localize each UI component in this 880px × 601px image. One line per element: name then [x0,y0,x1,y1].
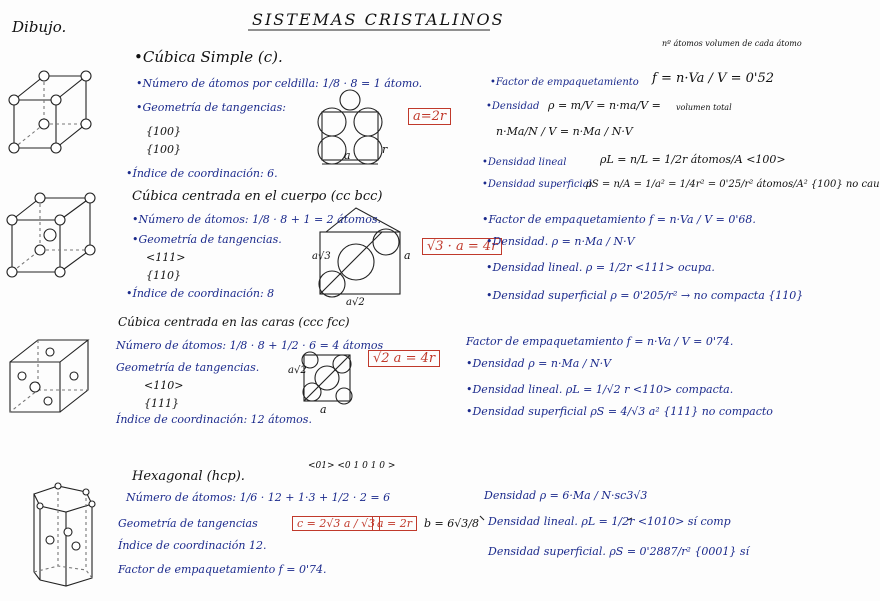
simple-cubic-dir2: {100} [146,143,181,156]
fcc-density: •Densidad ρ = n·Ma / N·V [466,357,612,370]
bcc-surface-density: •Densidad superficial ρ = 0'205/r² → no compacta {110} [486,289,804,302]
simple-cubic-title: •Cúbica Simple (c). [134,48,283,66]
fcc-linear-density: •Densidad lineal. ρL = 1/√2 r <110> compacta. [466,383,734,396]
bcc-coordination: •Índice de coordinación: 8 [126,287,275,300]
fcc-cell-drawing [10,340,88,412]
bcc-packing: •Factor de empaquetamiento f = n·Va / V = 0'68. [482,213,756,226]
simple-cubic-density-eq1: ρ = m/V = n·ma/V = [548,99,661,112]
simple-cubic-label-a: a [344,149,351,162]
bcc-dir2: {110} [146,269,181,282]
fcc-dir1: <110> [144,379,184,392]
simple-cubic-note-top: nº átomos volumen de cada átomo [662,39,802,48]
hcp-tangency-box-c: c = 2√3 a / √3 [292,516,380,531]
fcc-label-a2: a√2 [288,365,307,376]
hcp-geometry: Geometría de tangencias [118,517,258,530]
bcc-title: Cúbica centrada en el cuerpo (cc bcc) [132,189,383,204]
simple-cubic-density-label: •Densidad [486,101,540,112]
fcc-tangency-drawing [302,352,352,404]
bcc-geometry: •Geometría de tangencias. [132,233,282,246]
simple-cubic-packing-eq: f = n·Va / V = 0'52 [652,71,774,86]
hcp-tangency-box-a: a = 2r [372,516,417,531]
hcp-coordination: Índice de coordinación 12. [118,539,267,552]
hcp-linear-density: Densidad lineal. ρL = 1/2r <1010> sí comp [488,515,731,528]
bcc-label-a2: a√2 [346,297,365,308]
simple-cubic-packing-label: •Factor de empaquetamiento [490,77,639,88]
bcc-linear-density: •Densidad lineal. ρ = 1/2r <111> ocupa. [486,261,715,274]
bcc-density: •Densidad. ρ = n·Ma / N·V [486,235,635,248]
hcp-surface-density: Densidad superficial. ρS = 0'2887/r² {0001} sí [488,545,750,558]
hcp-atoms: Número de átomos: 1/6 · 12 + 1·3 + 1/2 · 2 = 6 [126,491,391,504]
simple-cubic-geometry: •Geometría de tangencias: [136,101,286,114]
fcc-tangency-box: √2 a = 4r [368,350,440,367]
fcc-atoms: Número de átomos: 1/8 · 8 + 1/2 · 6 = 4 átomos [116,339,384,352]
simple-cubic-linear-label: •Densidad lineal [482,157,567,168]
simple-cubic-linear-eq: ρL = n/L = 1/2r átomos/A <100> [600,153,786,166]
hcp-notes: <01> <0 1 0 1 0 > [308,461,396,471]
bcc-label-a3: a√3 [312,251,331,262]
simple-cubic-cell-drawing [9,71,91,153]
fcc-dir2: {111} [144,397,179,410]
dibujo-label: Dibujo. [12,18,67,36]
simple-cubic-surface-label: •Densidad superficial [482,179,592,190]
simple-cubic-label-r: r [382,143,388,156]
fcc-label-a: a [320,403,327,416]
hcp-tangency-b: b = 6√3/8 [424,517,479,530]
fcc-title: Cúbica centrada en las caras (ccc fcc) [118,315,350,329]
hcp-density: Densidad ρ = 6·Ma / N·sc3√3 [484,489,648,502]
bcc-atoms: •Número de átomos: 1/8 · 8 + 1 = 2 átomos. [132,213,381,226]
simple-cubic-coordination: •Índice de coordinación: 6. [126,167,278,180]
bcc-tangency-box: √3 · a = 4r [422,238,502,255]
hcp-packing: Factor de empaquetamiento f = 0'74. [118,563,327,576]
hcp-title: Hexagonal (hcp). [132,469,245,484]
bcc-dir1: <111> [146,251,186,264]
fcc-geometry: Geometría de tangencias. [116,361,260,374]
simple-cubic-atoms: •Número de átomos por celdilla: 1/8 · 8 = 1 átomo. [136,77,423,90]
simple-cubic-note-bottom: volumen total [676,103,732,112]
hcp-cell-drawing [34,483,95,586]
fcc-packing: Factor de empaquetamiento f = n·Va / V = 0'74. [466,335,734,348]
page-title: SISTEMAS CRISTALINOS [252,10,505,29]
simple-cubic-density-eq2: n·Ma/N / V = n·Ma / N·V [496,125,633,138]
simple-cubic-surface-eq: ρS = n/A = 1/a² = 1/4r² = 0'25/r² átomos/A² {100} no cau [586,179,880,190]
bcc-label-a: a [404,249,411,262]
fcc-surface-density: •Densidad superficial ρS = 4/√3 a² {111} no compacto [466,405,773,418]
bcc-cell-drawing [7,193,95,277]
simple-cubic-tangency-box: a=2r [408,108,451,125]
fcc-coordination: Índice de coordinación: 12 átomos. [116,413,312,426]
simple-cubic-dir1: {100} [146,125,181,138]
